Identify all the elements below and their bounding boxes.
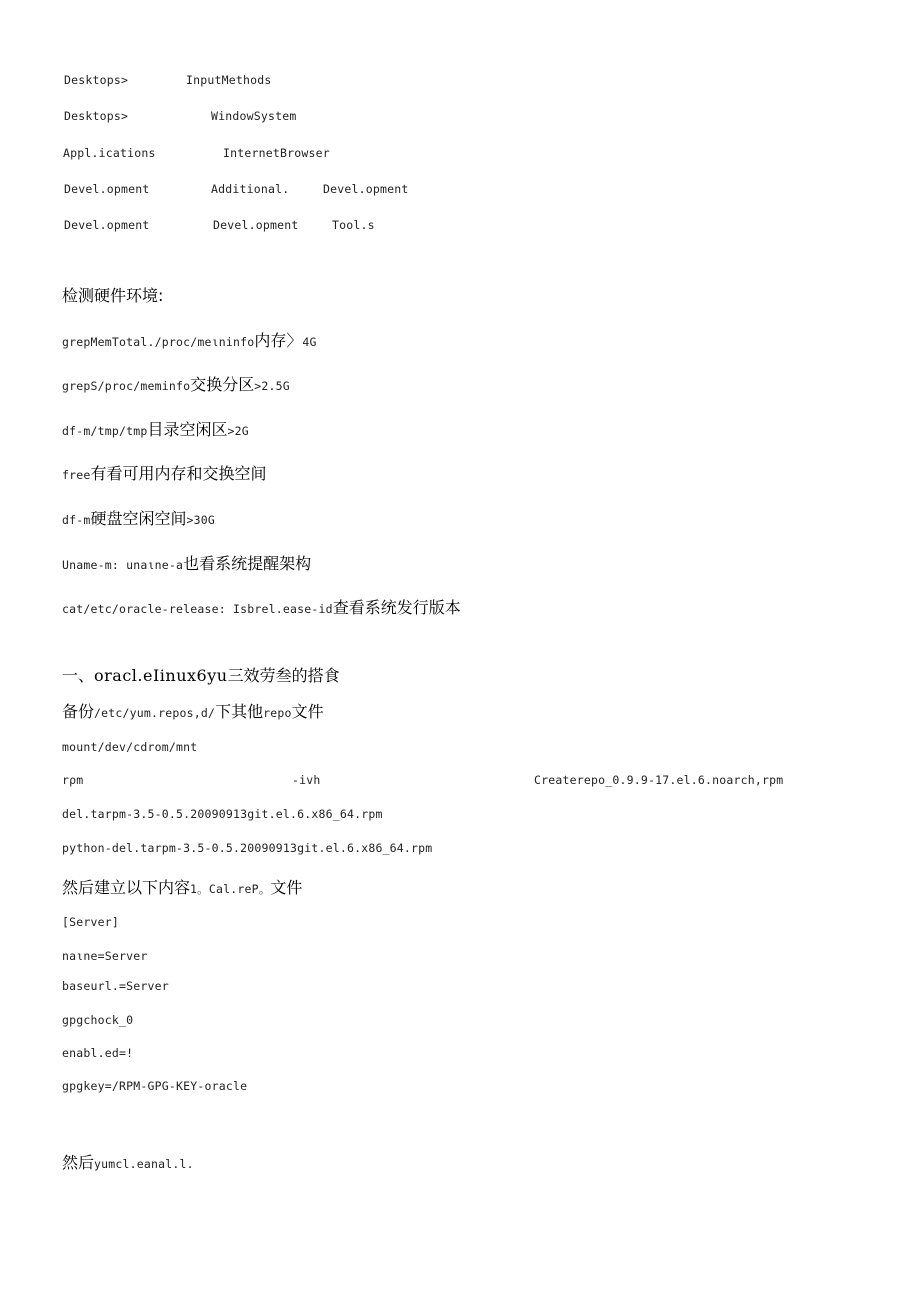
group-row-4-col1: Devel.opment xyxy=(64,182,150,196)
hardware-item-release xyxy=(62,600,461,617)
yum-rpm-a: rρm xyxy=(62,773,84,787)
yum-heading-suffix: 三效劳叁的搭食 xyxy=(227,666,340,685)
group-row-5-col1: Devel.opment xyxy=(64,218,150,232)
hardware-item-disk-note: 硬盘空闲空间 xyxy=(90,509,187,528)
yum-create-pre: 然后建立以下内容 xyxy=(62,878,191,897)
yum-pkg1-line: del.tarpm-3.5-0.5.20090913git.el.6.x86_64.rpm xyxy=(62,807,383,821)
hardware-item-arch-cmd: Uname-m: unaιne-a xyxy=(62,558,184,572)
hardware-item-swap xyxy=(62,377,290,394)
hardware-item-disk xyxy=(62,511,215,528)
group-row-1-col1: Desktops> xyxy=(64,73,129,87)
yum-final-mono: yumcl.eanal.l. xyxy=(94,1157,194,1171)
yum-backup-cmd: /etc/yum.repos,d/ xyxy=(94,706,216,720)
hardware-item-tmp-suffix: >2G xyxy=(227,424,249,438)
yum-mount-line: mount/dev/cdrom/mnt xyxy=(62,740,198,754)
hardware-item-swap-suffix: >2.5G xyxy=(254,379,290,393)
yum-create-post: 文件 xyxy=(270,878,303,897)
repo-line-6: gpgkey=/RPM-GPG-KEY-oracle xyxy=(62,1079,248,1093)
group-row-2-col2: WindowSystem xyxy=(211,109,297,123)
repo-line-1: [Server] xyxy=(62,915,119,929)
group-row-3-col2: InternetBrowser xyxy=(223,146,330,160)
hardware-item-free xyxy=(62,466,267,483)
hardware-item-tmp-cmd: df-m/tmp/tmp xyxy=(62,424,148,438)
hardware-item-memory-suffix: 4G xyxy=(302,335,317,349)
yum-create-line xyxy=(62,880,302,897)
hardware-item-free-cmd: free xyxy=(62,468,91,482)
yum-rpm-c: Createrepo_0.9.9-17.el.6.noarch,rpm xyxy=(534,773,784,787)
repo-line-4: gpgchock_0 xyxy=(62,1013,134,1027)
yum-heading-latin: oracl.eIinux6yu xyxy=(94,666,228,685)
group-row-5-col2: Devel.opment xyxy=(213,218,299,232)
yum-backup-mid: 下其他 xyxy=(215,702,264,721)
hardware-item-swap-cmd: grepS/proc/meminfo xyxy=(62,379,191,393)
yum-backup-post: 文件 xyxy=(291,702,324,721)
group-row-1-col2: InputMethods xyxy=(186,73,272,87)
hardware-item-release-cmd: cat/etc/oracle-release: Isbrel.ease-id xyxy=(62,602,333,616)
hardware-item-memory-note: 内存〉 xyxy=(254,331,303,350)
yum-rpm-b: -ivh xyxy=(292,773,321,787)
yum-pkg2-line: python-del.tarpm-3.5-0.5.20090913git.el.6.x86_64.rpm xyxy=(62,841,433,855)
yum-create-mono: 1。Cal.reP。 xyxy=(190,882,271,896)
hardware-item-free-note: 有看可用内存和交换空间 xyxy=(90,464,267,483)
hardware-item-memory-cmd: grepMemTotal./proc/meιninfo xyxy=(62,335,255,349)
group-row-4-col2: Additional. xyxy=(211,182,290,196)
group-row-2-col1: Desktops> xyxy=(64,109,129,123)
repo-line-3: baseurl.=Server xyxy=(62,979,169,993)
hardware-item-tmp-note: 目录空闲区 xyxy=(147,420,228,439)
yum-section-heading xyxy=(62,668,340,684)
yum-final-pre: 然后 xyxy=(62,1153,95,1172)
hardware-item-release-note: 查看系统发行版本 xyxy=(332,598,461,617)
hardware-item-disk-suffix: >30G xyxy=(186,513,216,527)
yum-backup-pre: 备份 xyxy=(62,702,95,721)
repo-line-2: naιne=Server xyxy=(62,949,148,963)
yum-backup-line xyxy=(62,704,324,721)
hardware-item-memory xyxy=(62,333,317,350)
group-row-4-col3: Devel.opment xyxy=(323,182,409,196)
yum-heading-prefix: 一、 xyxy=(62,666,95,685)
hardware-item-arch xyxy=(62,556,311,573)
hardware-section-title: 检测硬件环境: xyxy=(62,286,164,305)
repo-line-5: enabl.ed=! xyxy=(62,1046,134,1060)
hardware-item-swap-note: 交换分区 xyxy=(190,375,255,394)
yum-final-line xyxy=(62,1155,194,1172)
group-row-5-col3: Tool.s xyxy=(332,218,375,232)
hardware-item-disk-cmd: df-m xyxy=(62,513,91,527)
hardware-item-tmp xyxy=(62,422,249,439)
yum-backup-cmd2: repo xyxy=(263,706,292,720)
group-row-3-col1: Appl.ications xyxy=(63,146,156,160)
hardware-item-arch-note: 也看系统提醒架构 xyxy=(183,554,312,573)
